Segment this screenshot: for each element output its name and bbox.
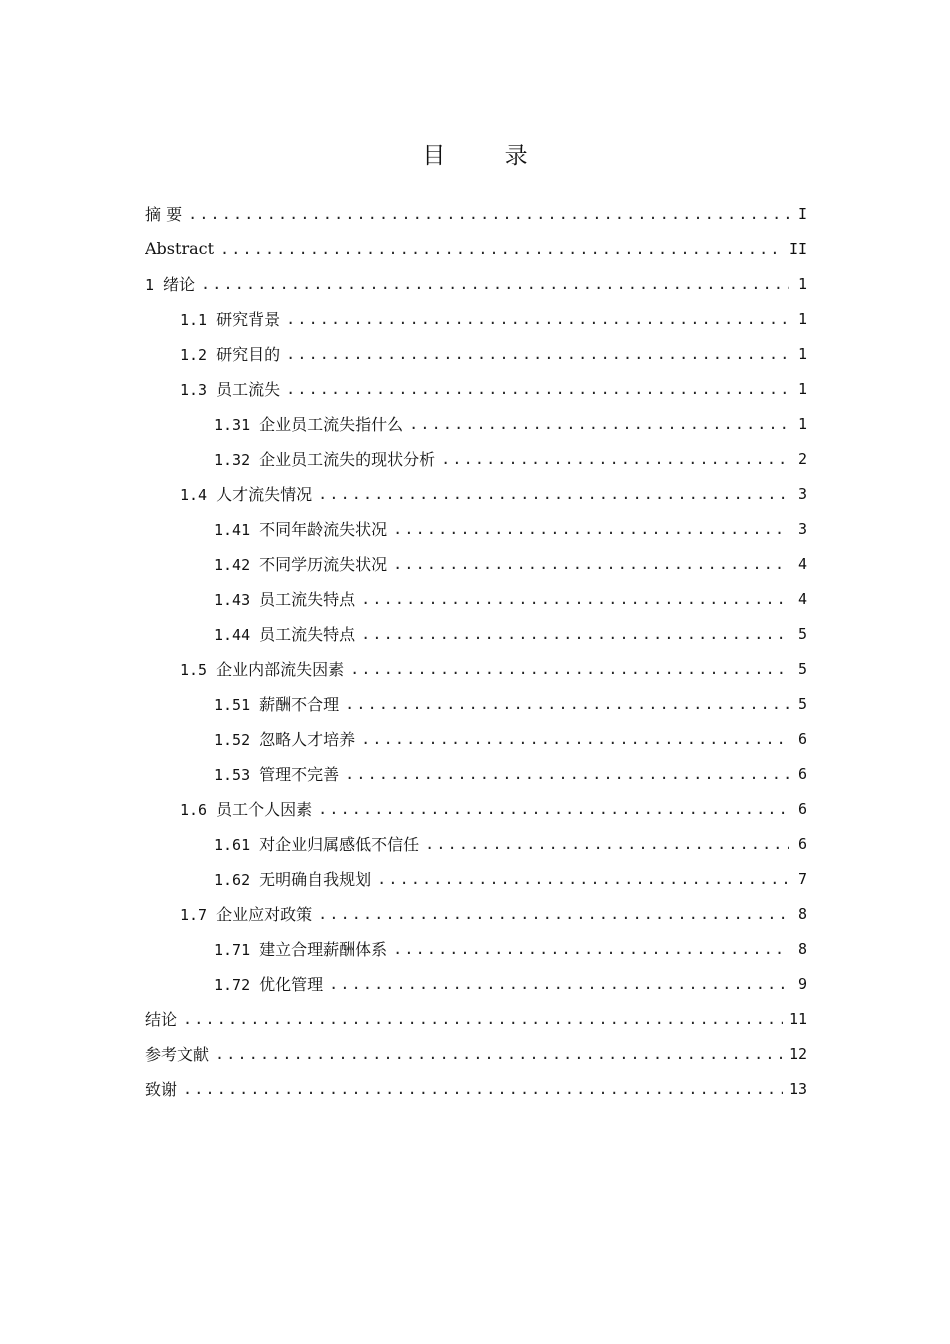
toc-entry-page: 13 xyxy=(788,1079,807,1098)
toc-entry-text: 参考文献 xyxy=(145,1045,210,1064)
toc-leader-dots xyxy=(329,975,789,993)
toc-entry-label xyxy=(180,797,318,820)
toc-entry[interactable] xyxy=(145,966,807,1001)
toc-entry-number: 1.32 xyxy=(214,451,251,469)
toc-entry-label xyxy=(145,202,188,225)
toc-entry-page: 1 xyxy=(797,414,807,433)
toc-entry-label xyxy=(214,447,441,470)
toc-entry[interactable] xyxy=(145,651,807,686)
toc-entry-text: 企业员工流失指什么 xyxy=(259,415,404,434)
toc-entry[interactable] xyxy=(145,301,807,336)
toc-entry-page: 6 xyxy=(797,764,807,783)
toc-entry-text: 企业应对政策 xyxy=(216,905,313,924)
toc-entry[interactable] xyxy=(145,196,807,231)
toc-entry-number: 1.53 xyxy=(214,766,251,784)
toc-entry-page: 5 xyxy=(797,659,807,678)
toc-leader-dots xyxy=(318,800,789,818)
toc-entry-page: 1 xyxy=(797,274,807,293)
toc-entry-text: 企业员工流失的现状分析 xyxy=(259,450,436,469)
toc-entry-text: 结论 xyxy=(145,1010,178,1029)
toc-entry-page: 1 xyxy=(797,379,807,398)
toc-entry-page: 3 xyxy=(797,484,807,503)
toc-entry[interactable] xyxy=(145,476,807,511)
toc-entry-label xyxy=(214,587,361,610)
toc-entry-number: 1.62 xyxy=(214,871,251,889)
toc-entry-label xyxy=(214,832,425,855)
toc-entry-text: 员工流失特点 xyxy=(259,625,356,644)
toc-entry-label xyxy=(145,1042,215,1065)
toc-entry-page: I xyxy=(797,204,807,223)
toc-entry[interactable] xyxy=(145,791,807,826)
toc-entry-number: 1.52 xyxy=(214,731,251,749)
toc-entry-text: 无明确自我规划 xyxy=(259,870,372,889)
toc-entry-page: 3 xyxy=(797,519,807,538)
toc-entry-number: 1.31 xyxy=(214,416,251,434)
toc-entry-page: 12 xyxy=(788,1044,807,1063)
toc-entry-number: 1.4 xyxy=(180,486,208,504)
toc-leader-dots xyxy=(425,835,789,853)
toc-entry-text: 摘 要 xyxy=(145,205,183,224)
toc-leader-dots xyxy=(220,240,783,258)
toc-entry[interactable] xyxy=(145,826,807,861)
toc-entry-page: 6 xyxy=(797,834,807,853)
toc-entry-page: 9 xyxy=(797,974,807,993)
toc-leader-dots xyxy=(183,1080,783,1098)
toc-entry-label xyxy=(214,412,409,435)
toc-entry-page: 5 xyxy=(797,694,807,713)
toc-entry[interactable] xyxy=(145,546,807,581)
toc-entry-text: 不同学历流失状况 xyxy=(259,555,388,574)
toc-entry-label xyxy=(214,692,345,715)
toc-entry-number: 1.42 xyxy=(214,556,251,574)
toc-entry[interactable] xyxy=(145,896,807,931)
toc-entry[interactable] xyxy=(145,1036,807,1071)
toc-entry-label xyxy=(214,762,345,785)
toc-entry[interactable] xyxy=(145,581,807,616)
toc-entry-page: 4 xyxy=(797,554,807,573)
toc-leader-dots xyxy=(361,625,789,643)
toc-entry-page: 11 xyxy=(788,1009,807,1028)
toc-entry-page: II xyxy=(788,239,807,258)
toc-leader-dots xyxy=(361,590,789,608)
toc-entry-text: 忽略人才培养 xyxy=(259,730,356,749)
toc-entry-label xyxy=(214,622,361,645)
toc-entry-label xyxy=(214,937,393,960)
toc-leader-dots xyxy=(350,660,789,678)
toc-leader-dots xyxy=(345,695,789,713)
toc-entry-label xyxy=(214,972,329,995)
toc-entry-page: 8 xyxy=(797,904,807,923)
toc-entry-number: 1.44 xyxy=(214,626,251,644)
toc-entry-text: 致谢 xyxy=(145,1080,178,1099)
toc-entry[interactable] xyxy=(145,616,807,651)
toc-entry[interactable] xyxy=(145,511,807,546)
toc-entry-text: 员工个人因素 xyxy=(216,800,313,819)
toc-leader-dots xyxy=(393,520,789,538)
toc-entry-text: 不同年龄流失状况 xyxy=(259,520,388,539)
toc-entry-label xyxy=(180,307,286,330)
toc-entry[interactable] xyxy=(145,1071,807,1106)
toc-entry[interactable] xyxy=(145,336,807,371)
toc-leader-dots xyxy=(377,870,789,888)
toc-entry-text: 管理不完善 xyxy=(259,765,340,784)
toc-entry-page: 1 xyxy=(797,344,807,363)
toc-entry-text: 员工流失特点 xyxy=(259,590,356,609)
toc-entry-number: 1.2 xyxy=(180,346,208,364)
toc-entry-label xyxy=(214,727,361,750)
toc-entry-text: 对企业归属感低不信任 xyxy=(259,835,420,854)
toc-entry-label xyxy=(145,272,201,295)
toc-entry[interactable] xyxy=(145,756,807,791)
toc-entry-number: 1.71 xyxy=(214,941,251,959)
toc-entry-text: 人才流失情况 xyxy=(216,485,313,504)
toc-entry-page: 1 xyxy=(797,309,807,328)
toc-entry[interactable] xyxy=(145,686,807,721)
toc-leader-dots xyxy=(215,1045,783,1063)
toc-entry[interactable] xyxy=(145,1001,807,1036)
toc-entry-label xyxy=(214,552,393,575)
toc-entry-page: 7 xyxy=(797,869,807,888)
toc-entry-number: 1.61 xyxy=(214,836,251,854)
toc-entry-label xyxy=(180,902,318,925)
table-of-contents xyxy=(145,196,807,1106)
toc-entry-text: 员工流失 xyxy=(216,380,281,399)
toc-entry-number: 1.5 xyxy=(180,661,208,679)
toc-entry-page: 4 xyxy=(797,589,807,608)
toc-leader-dots xyxy=(318,485,789,503)
toc-entry[interactable] xyxy=(145,931,807,966)
toc-entry-number: 1.43 xyxy=(214,591,251,609)
toc-entry-page: 5 xyxy=(797,624,807,643)
toc-entry-number: 1.7 xyxy=(180,906,208,924)
toc-entry-number: 1.1 xyxy=(180,311,208,329)
page-title: 目 录 xyxy=(422,143,554,170)
toc-leader-dots xyxy=(409,415,789,433)
toc-entry-page: 8 xyxy=(797,939,807,958)
toc-entry[interactable] xyxy=(145,371,807,406)
toc-entry-page: 6 xyxy=(797,799,807,818)
toc-entry-text: 薪酬不合理 xyxy=(259,695,340,714)
toc-entry-label xyxy=(214,867,377,890)
toc-entry-page: 6 xyxy=(797,729,807,748)
toc-entry-label xyxy=(180,377,286,400)
toc-entry-text: 研究目的 xyxy=(216,345,281,364)
toc-entry-number: 1.41 xyxy=(214,521,251,539)
toc-entry-number: 1.72 xyxy=(214,976,251,994)
toc-entry-number: 1.6 xyxy=(180,801,208,819)
toc-entry[interactable] xyxy=(145,406,807,441)
toc-leader-dots xyxy=(393,940,789,958)
toc-entry[interactable] xyxy=(145,266,807,301)
toc-entry-number: 1 xyxy=(145,276,155,294)
toc-leader-dots xyxy=(188,205,789,223)
toc-entry-label xyxy=(145,1077,183,1100)
toc-entry-text: 研究背景 xyxy=(216,310,281,329)
toc-leader-dots xyxy=(361,730,789,748)
toc-entry[interactable] xyxy=(145,441,807,476)
toc-entry[interactable] xyxy=(145,231,807,266)
toc-entry-text: Abstract xyxy=(145,239,215,258)
toc-leader-dots xyxy=(441,450,789,468)
toc-leader-dots xyxy=(345,765,789,783)
toc-leader-dots xyxy=(286,380,789,398)
toc-entry-label xyxy=(180,482,318,505)
toc-entry-label xyxy=(180,657,350,680)
toc-entry-text: 优化管理 xyxy=(259,975,324,994)
toc-entry[interactable] xyxy=(145,721,807,756)
toc-entry-label xyxy=(180,342,286,365)
toc-entry-label xyxy=(214,517,393,540)
toc-entry-page: 2 xyxy=(797,449,807,468)
toc-entry-text: 企业内部流失因素 xyxy=(216,660,345,679)
toc-leader-dots xyxy=(201,275,789,293)
toc-leader-dots xyxy=(286,345,789,363)
toc-leader-dots xyxy=(318,905,789,923)
toc-entry-text: 绪论 xyxy=(163,275,196,294)
toc-entry-text: 建立合理薪酬体系 xyxy=(259,940,388,959)
toc-leader-dots xyxy=(183,1010,783,1028)
toc-entry-label xyxy=(145,239,220,258)
toc-entry-number: 1.3 xyxy=(180,381,208,399)
toc-leader-dots xyxy=(286,310,789,328)
toc-entry-number: 1.51 xyxy=(214,696,251,714)
toc-leader-dots xyxy=(393,555,789,573)
toc-entry-label xyxy=(145,1007,183,1030)
toc-entry[interactable] xyxy=(145,861,807,896)
